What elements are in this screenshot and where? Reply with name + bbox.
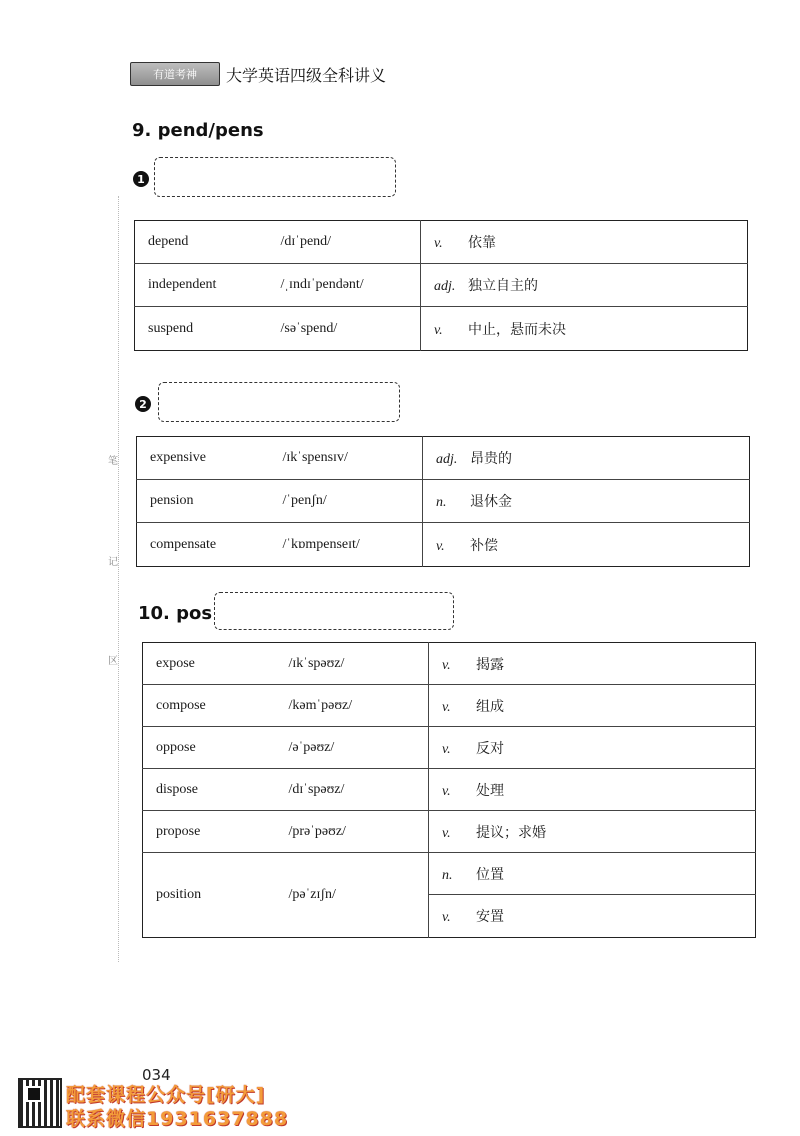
definition: 处理 <box>476 782 504 799</box>
ipa-cell: /ˈpenʃn/ <box>283 480 423 523</box>
table-row <box>143 685 756 727</box>
ipa-cell: /prəˈpəʊz/ <box>289 811 429 853</box>
word-cell: independent <box>135 264 281 307</box>
meaning-cell <box>429 895 756 938</box>
ipa-cell: /ˌɪndɪˈpendənt/ <box>281 264 421 307</box>
book-title: 大学英语四级全科讲义 <box>226 65 387 85</box>
definition: 提议；求婚 <box>476 824 546 841</box>
word-cell: position <box>143 853 289 938</box>
word-cell: compensate <box>137 523 283 567</box>
note-blank-box-1[interactable] <box>154 157 396 197</box>
pos-label: v. <box>442 825 451 841</box>
table-row <box>137 437 750 480</box>
meaning-cell <box>423 437 750 480</box>
margin-note-1: 笔 <box>108 456 118 467</box>
meaning-cell <box>421 264 748 307</box>
promo-line-1: 配套课程公众号[研大] <box>66 1084 266 1106</box>
meaning-cell <box>429 727 756 769</box>
definition: 反对 <box>476 740 504 757</box>
ipa-cell: /ˈkɒmpenseɪt/ <box>283 523 423 567</box>
meaning-cell <box>421 221 748 264</box>
definition: 退休金 <box>470 494 512 510</box>
page-header <box>130 62 386 86</box>
word-cell: compose <box>143 685 289 727</box>
meaning-cell <box>423 523 750 567</box>
word-cell: oppose <box>143 727 289 769</box>
meaning-cell <box>421 307 748 351</box>
vocab-table-pend-1 <box>134 220 748 351</box>
pos-label: v. <box>442 657 451 673</box>
pos-label: adj. <box>434 279 456 294</box>
pos-label: v. <box>436 538 445 554</box>
table-row <box>143 643 756 685</box>
brand-logo <box>130 62 220 86</box>
ipa-cell: /pəˈzɪʃn/ <box>289 853 429 938</box>
definition: 依靠 <box>468 235 496 251</box>
ipa-cell: /kəmˈpəʊz/ <box>289 685 429 727</box>
ipa-cell: /dɪˈpend/ <box>280 234 332 249</box>
qr-code-image <box>18 1078 62 1128</box>
meaning-cell <box>429 643 756 685</box>
table-row <box>137 523 750 567</box>
page-number: 034 <box>142 1066 171 1084</box>
margin-guide-line <box>118 196 119 962</box>
pos-label: adj. <box>436 452 458 467</box>
pos-label: v. <box>442 699 451 715</box>
brand-logo-text: 有道考神 <box>153 68 197 81</box>
word-cell: pension <box>137 480 283 523</box>
section-title-pend: 9. pend/pens <box>132 120 264 141</box>
vocab-table-pos <box>142 642 756 938</box>
meaning-cell <box>429 769 756 811</box>
margin-note-2: 记 <box>108 557 118 568</box>
definition: 昂贵的 <box>470 451 512 467</box>
definition: 安置 <box>476 909 504 925</box>
group-number-2: 2 <box>135 396 151 412</box>
pos-label: v. <box>442 783 451 799</box>
promo-line-2: 联系微信1931637888 <box>66 1108 289 1130</box>
table-row <box>135 221 748 264</box>
note-blank-box-2[interactable] <box>158 382 400 422</box>
word-cell: dispose <box>143 769 289 811</box>
table-row <box>143 769 756 811</box>
ipa-cell: /ɪkˈspəʊz/ <box>288 655 345 671</box>
definition: 中止，悬而未决 <box>468 321 566 338</box>
margin-note-3: 区 <box>108 656 118 667</box>
definition: 组成 <box>476 698 504 715</box>
table-row <box>137 480 750 523</box>
definition: 补偿 <box>470 537 498 554</box>
pos-label: n. <box>436 495 447 510</box>
pos-label: n. <box>442 867 453 883</box>
word-cell: depend <box>148 234 189 249</box>
meaning-cell <box>429 811 756 853</box>
word-cell: expensive <box>150 450 206 465</box>
definition: 揭露 <box>476 656 504 673</box>
definition: 位置 <box>476 866 504 883</box>
pos-label: v. <box>434 236 443 251</box>
word-cell: propose <box>143 811 289 853</box>
table-row <box>143 727 756 769</box>
meaning-cell <box>423 480 750 523</box>
section-title-pos: 10. pos <box>138 603 213 624</box>
pos-label: v. <box>442 910 451 925</box>
table-row <box>143 853 756 895</box>
meaning-cell <box>429 685 756 727</box>
vocab-table-pend-2 <box>136 436 750 567</box>
table-row <box>135 307 748 351</box>
pos-label: v. <box>442 741 451 757</box>
ipa-cell: /dɪˈspəʊz/ <box>289 769 429 811</box>
pos-label: v. <box>434 322 443 338</box>
group-number-1: 1 <box>133 171 149 187</box>
ipa-cell: /əˈpəʊz/ <box>289 727 429 769</box>
definition: 独立自主的 <box>468 278 538 294</box>
table-row <box>143 811 756 853</box>
note-blank-box-3[interactable] <box>214 592 454 630</box>
ipa-cell: /səˈspend/ <box>281 307 421 351</box>
table-row <box>135 264 748 307</box>
meaning-cell <box>429 853 756 895</box>
word-cell: suspend <box>135 307 281 351</box>
word-cell: expose <box>156 655 195 671</box>
ipa-cell: /ɪkˈspensɪv/ <box>282 450 348 465</box>
